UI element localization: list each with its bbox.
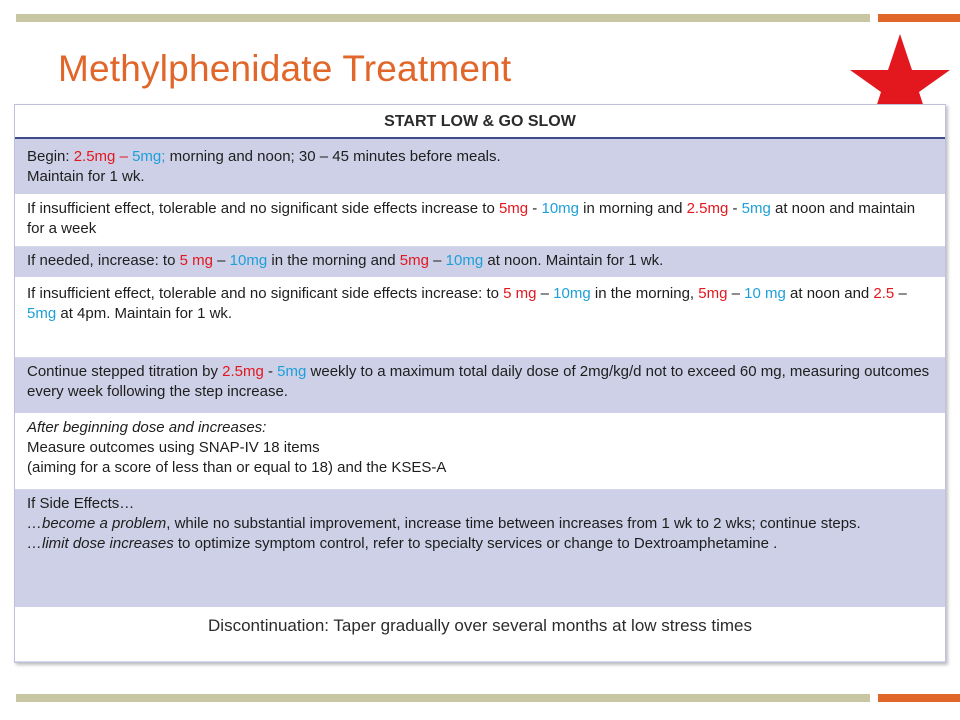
table-row-discontinuation: Discontinuation: Taper gradually over several months at low stress times bbox=[15, 608, 945, 662]
table-row-further-increase: If insufficient effect, tolerable and no significant side effects increase: to 5 mg – 10mg in the morning, 5mg – 10 mg at noon and 2.5 – 5mg at 4pm. Maintain for 1 wk. bbox=[15, 278, 945, 358]
bottom-accent-bar-orange bbox=[878, 694, 960, 702]
top-accent-bar-orange bbox=[878, 14, 960, 22]
table-header: START LOW & GO SLOW bbox=[15, 105, 945, 139]
bottom-accent-bar bbox=[16, 694, 870, 702]
slide-title: Methylphenidate Treatment bbox=[58, 48, 512, 89]
table-row-stepped-titration: Continue stepped titration by 2.5mg - 5mg weekly to a maximum total daily dose of 2mg/kg/d not to exceed 60 mg, measuring outcomes every week following the step increase. bbox=[15, 358, 945, 414]
titration-table bbox=[14, 104, 946, 663]
table-row-measure-outcomes: After beginning dose and increases: Measure outcomes using SNAP-IV 18 items (aiming for a score of less than or equal to 18) and the KSES-A bbox=[15, 414, 945, 490]
table-row-if-needed: If needed, increase: to 5 mg – 10mg in the morning and 5mg – 10mg at noon. Maintain for 1 wk. bbox=[15, 247, 945, 278]
table-row-insufficient-effect: If insufficient effect, tolerable and no significant side effects increase to 5mg - 10mg in morning and 2.5mg - 5mg at noon and maintain for a week bbox=[15, 195, 945, 247]
top-accent-bar bbox=[16, 14, 870, 22]
table-row-begin: Begin: 2.5mg – 5mg; morning and noon; 30 – 45 minutes before meals. Maintain for 1 wk. bbox=[15, 139, 945, 195]
table-row-side-effects: If Side Effects… …become a problem, while no substantial improvement, increase time between increases from 1 wk to 2 wks; continue steps. …limit dose increases to optimize symptom control, refer to specialty services or change to Dextroamphetamine . bbox=[15, 490, 945, 608]
